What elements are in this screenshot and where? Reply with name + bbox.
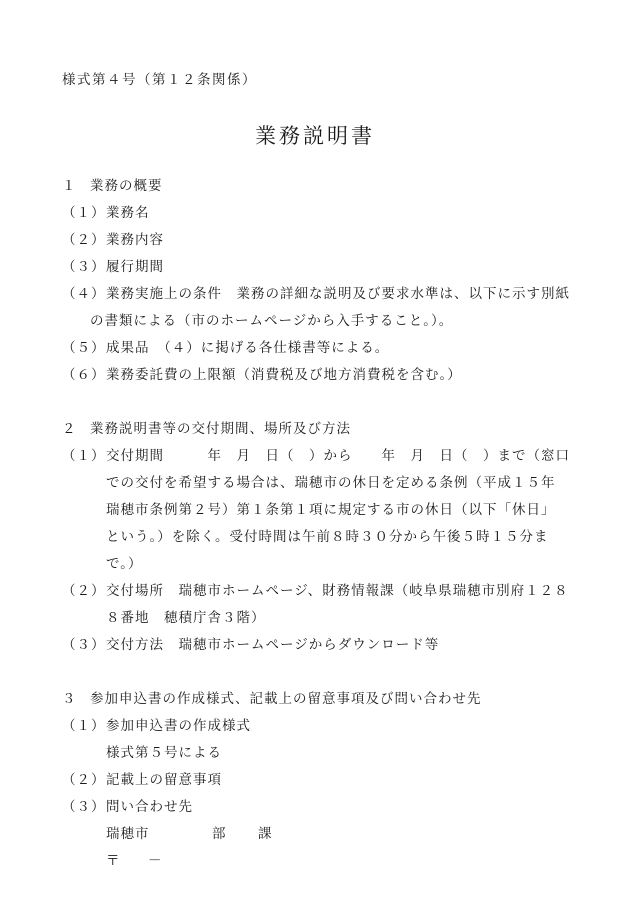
s1-item-number: （１） xyxy=(62,205,106,221)
s2-item-number: （１） xyxy=(62,448,106,464)
s3-item-text: 問い合わせ先 xyxy=(106,799,193,815)
s1-item-number: （４） xyxy=(62,286,106,302)
s3-item-number: （２） xyxy=(62,772,106,788)
contact-department: 部 xyxy=(212,826,227,842)
s2-item-number: （３） xyxy=(62,637,106,653)
s1-item-text: 業務委託費の上限額（消費税及び地方消費税を含む。） xyxy=(106,367,462,383)
s3-item-subtext: 様式第５号による xyxy=(106,745,222,761)
s1-item-text: 業務実施上の条件 業務の詳細な説明及び要求水準は、以下に示す別紙 xyxy=(106,286,570,302)
section-1-heading: 業務の概要 xyxy=(90,178,163,194)
s1-item-number: （３） xyxy=(62,259,106,275)
s1-item-text: 業務内容 xyxy=(106,232,164,248)
s1-item-text: 業務名 xyxy=(106,205,150,221)
s1-item-text: 成果品 （４）に掲げる各仕様書等による。 xyxy=(106,340,390,356)
s2-item-line: 交付期間 年 月 日（ ）から 年 月 日（ ）まで（窓口 xyxy=(106,448,570,464)
s1-item-number: （２） xyxy=(62,232,106,248)
s2-item-line: で。） xyxy=(106,556,143,572)
contact-section: 課 xyxy=(258,826,273,842)
s2-item-line: 交付方法 瑞穂市ホームページからダウンロード等 xyxy=(106,637,440,653)
postal-dash: － xyxy=(148,853,163,869)
section-3-heading-number: ３ xyxy=(62,691,77,707)
section-2-heading-number: ２ xyxy=(62,421,77,437)
s2-item-line: ８番地 穂積庁舎３階） xyxy=(106,610,266,626)
s3-item-text: 記載上の留意事項 xyxy=(106,772,222,788)
contact-city: 瑞穂市 xyxy=(106,826,150,842)
s3-item-text: 参加申込書の作成様式 xyxy=(106,718,251,734)
s3-item-number: （１） xyxy=(62,718,106,734)
section-2-heading: 業務説明書等の交付期間、場所及び方法 xyxy=(90,421,351,437)
s2-item-number: （２） xyxy=(62,583,106,599)
s2-item-line: 瑞穂市条例第２号）第１条第１項に規定する市の休日（以下「休日」 xyxy=(106,502,556,518)
s1-item-number: （５） xyxy=(62,340,106,356)
document-title: 業務説明書 xyxy=(255,124,375,148)
s2-item-line: での交付を希望する場合は、瑞穂市の休日を定める条例（平成１５年 xyxy=(106,475,556,491)
s1-item-number: （６） xyxy=(62,367,106,383)
section-1-heading-number: １ xyxy=(62,178,77,194)
section-3-heading: 参加申込書の作成様式、記載上の留意事項及び問い合わせ先 xyxy=(90,691,482,707)
s1-item-continuation: の書類による（市のホームページから入手すること。）。 xyxy=(90,313,454,329)
postal-mark: 〒 xyxy=(106,853,121,869)
form-number: 様式第４号（第１２条関係） xyxy=(62,72,257,88)
s1-item-text: 履行期間 xyxy=(106,259,164,275)
s2-item-line: 交付場所 瑞穂市ホームページ、財務情報課（岐阜県瑞穂市別府１２８ xyxy=(106,583,569,599)
s3-item-number: （３） xyxy=(62,799,106,815)
s2-item-line: という。）を除く。受付時間は午前８時３０分から午後５時１５分ま xyxy=(106,529,549,545)
